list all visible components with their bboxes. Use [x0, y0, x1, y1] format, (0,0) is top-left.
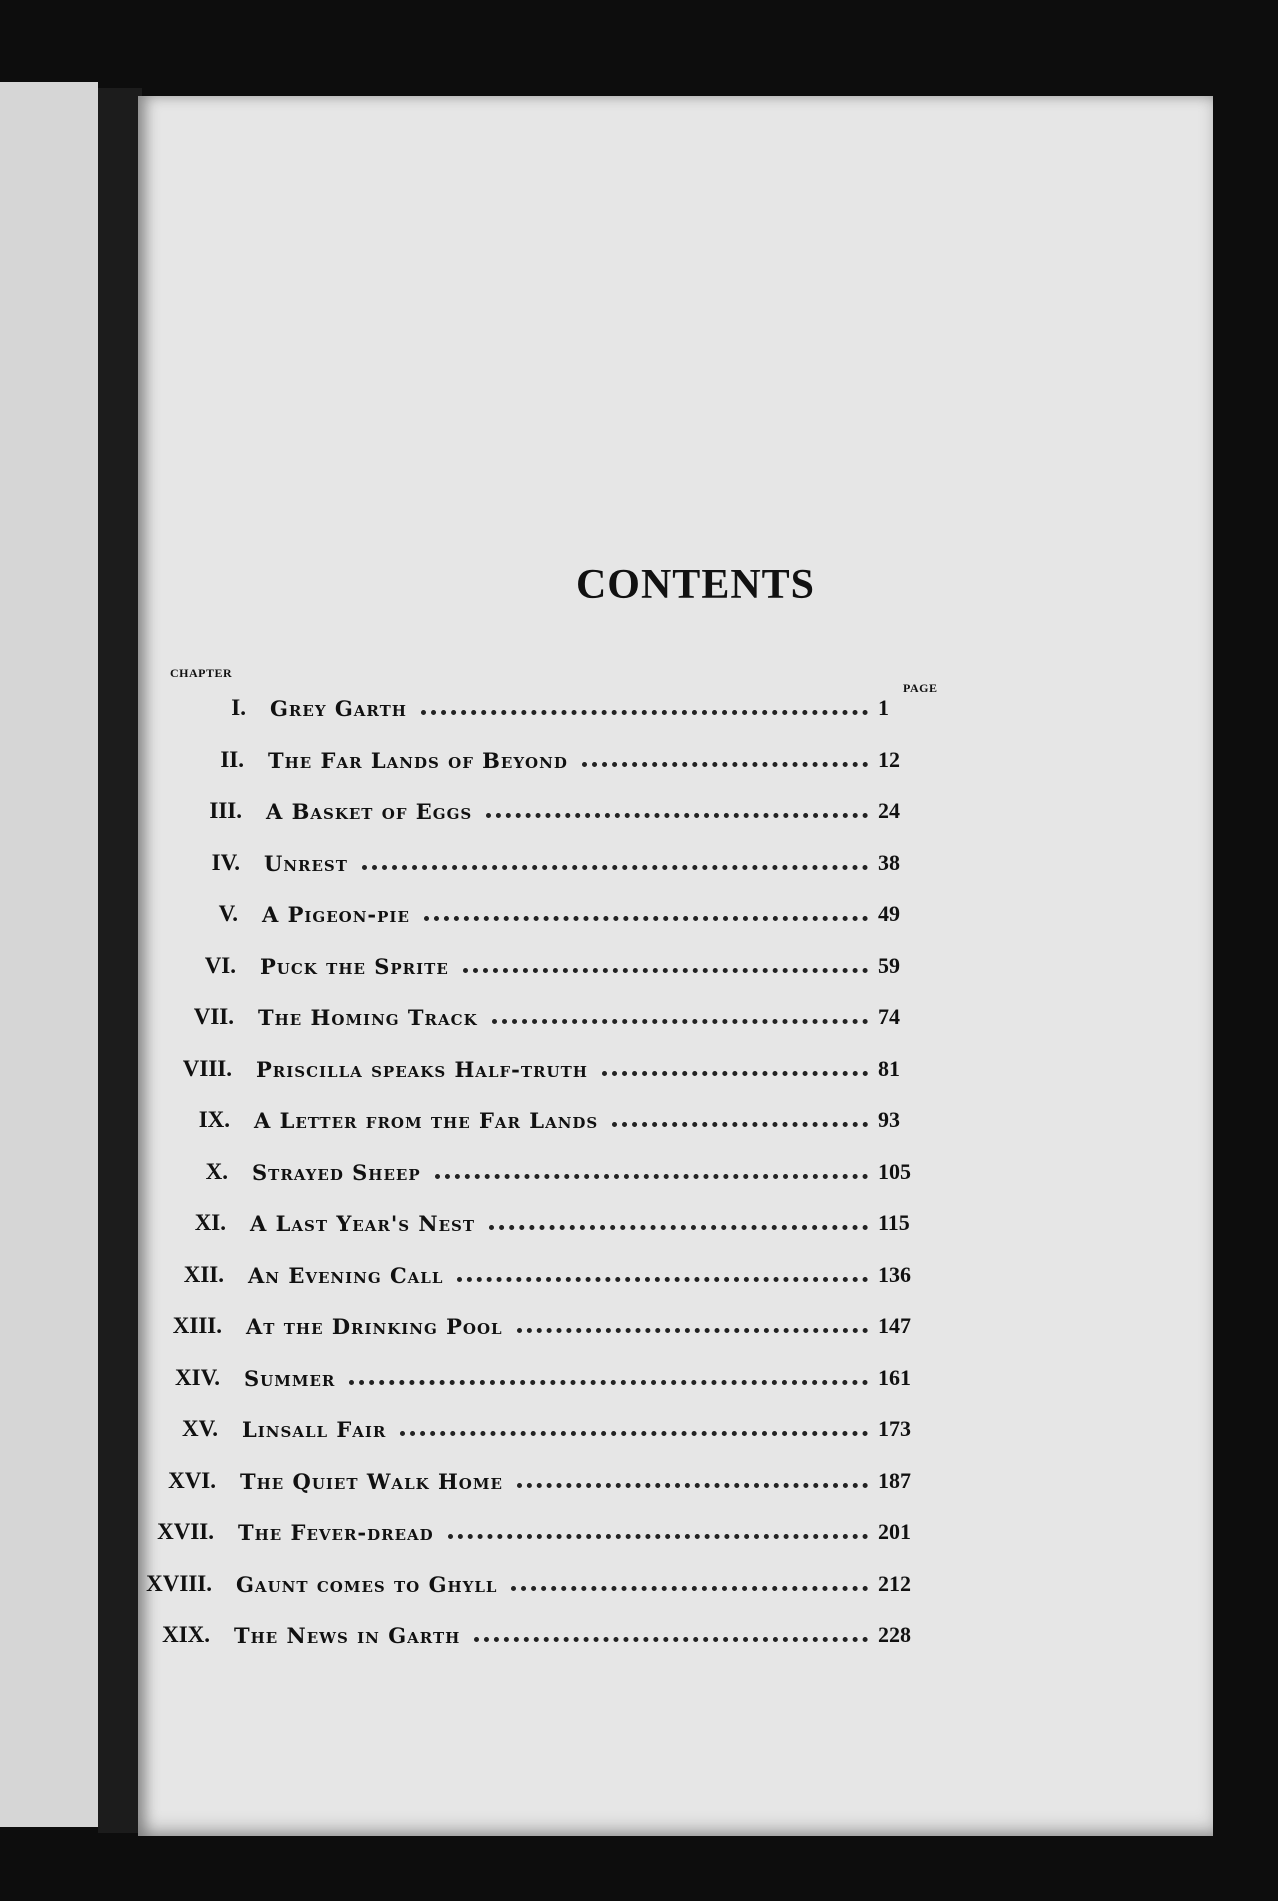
toc-entry [146, 1248, 938, 1288]
toc-entry [168, 681, 938, 721]
toc-entry [160, 887, 938, 927]
page-number: 228 [878, 1622, 911, 1647]
chapter-number: III. [209, 798, 242, 823]
dot-leader [492, 1019, 868, 1024]
chapter-title: The Fever-dread [238, 1520, 434, 1545]
page-number: 187 [878, 1467, 911, 1493]
chapter-title: At the Drinking Pool [246, 1314, 503, 1339]
page-number: 105 [878, 1158, 911, 1184]
toc-entry [148, 1196, 938, 1236]
dot-leader [517, 1328, 868, 1333]
toc-entry [150, 1145, 938, 1185]
chapter-title: The Homing Track [258, 1005, 478, 1030]
page-number: 115 [878, 1210, 910, 1235]
dot-leader [582, 762, 868, 767]
toc-entry [158, 939, 938, 979]
page-number: 74 [878, 1004, 900, 1029]
dot-leader [486, 813, 868, 818]
page-number: 1 [878, 695, 889, 720]
page-number: 59 [878, 952, 900, 978]
page-column-header: PAGE [903, 681, 938, 695]
chapter-number: XIX. [162, 1622, 210, 1647]
dot-leader [362, 865, 868, 870]
page-number: 136 [878, 1261, 911, 1287]
page-title: CONTENTS [575, 562, 816, 608]
chapter-column-header: CHAPTER [170, 666, 233, 680]
toc-entry [144, 1299, 938, 1339]
toc-entry [164, 784, 938, 824]
page-number: 212 [878, 1570, 911, 1596]
toc-entry [134, 1557, 938, 1597]
chapter-title: The Far Lands of Beyond [268, 747, 568, 773]
chapter-title: Linsall Fair [242, 1417, 387, 1442]
chapter-title: The Quiet Walk Home [240, 1468, 503, 1494]
chapter-title: Strayed Sheep [252, 1159, 421, 1185]
chapter-title: Priscilla speaks Half-truth [256, 1056, 588, 1082]
chapter-title: A Last Year's Nest [250, 1211, 476, 1236]
chapter-title: A Pigeon-pie [262, 902, 410, 927]
chapter-number: XVI. [168, 1467, 216, 1493]
page-number: 201 [878, 1519, 911, 1544]
dot-leader [435, 1174, 868, 1179]
dot-leader [517, 1483, 868, 1488]
chapter-number: VIII. [182, 1055, 232, 1081]
dot-leader [448, 1534, 868, 1539]
chapter-title: Gaunt comes to Ghyll [236, 1571, 498, 1597]
dot-leader [424, 916, 868, 921]
chapter-title: An Evening Call [248, 1262, 444, 1288]
dot-leader [400, 1431, 868, 1436]
dot-leader [511, 1586, 868, 1591]
chapter-number: XV. [181, 1416, 218, 1441]
page-number: 49 [878, 901, 900, 926]
page-number: 12 [878, 746, 900, 772]
dot-leader [602, 1071, 868, 1076]
page-number: 81 [878, 1055, 900, 1081]
page-number: 93 [878, 1107, 900, 1132]
chapter-number: VI. [204, 952, 236, 978]
toc-entry [154, 1042, 938, 1082]
toc-entry [136, 1505, 938, 1545]
chapter-number: XIII. [172, 1313, 222, 1338]
chapter-title: Summer [244, 1365, 336, 1391]
toc-entry [152, 1093, 938, 1133]
toc-entry [142, 1351, 938, 1391]
chapter-title: Grey Garth [270, 696, 407, 721]
chapter-number: II. [220, 746, 244, 772]
chapter-number: VII. [193, 1004, 234, 1029]
page-number: 161 [878, 1364, 911, 1390]
toc-entry [140, 1402, 938, 1442]
page-number: 24 [878, 798, 900, 823]
chapter-number: XVIII. [146, 1570, 212, 1596]
dot-leader [421, 710, 868, 715]
toc-entry [156, 990, 938, 1030]
chapter-title: The News in Garth [234, 1623, 461, 1648]
chapter-title: Unrest [264, 850, 348, 876]
dot-leader [474, 1637, 868, 1642]
chapter-number: IX. [198, 1107, 230, 1132]
dot-leader [463, 968, 868, 973]
chapter-number: XVII. [157, 1519, 214, 1544]
chapter-number: XI. [194, 1210, 226, 1235]
chapter-number: IV. [211, 849, 240, 875]
chapter-title: A Letter from the Far Lands [254, 1108, 599, 1133]
chapter-number: I. [231, 695, 246, 720]
page-number: 38 [878, 849, 900, 875]
page-number: 173 [878, 1416, 911, 1441]
toc-entry [166, 733, 938, 773]
chapter-title: A Basket of Eggs [266, 799, 473, 824]
contents-page [138, 96, 1213, 1836]
dot-leader [349, 1380, 868, 1385]
dot-leader [457, 1277, 868, 1282]
page-number: 147 [878, 1313, 911, 1338]
chapter-title: Puck the Sprite [260, 953, 449, 979]
dot-leader [489, 1225, 868, 1230]
chapter-number: XII. [183, 1261, 224, 1287]
chapter-number: XIV. [175, 1364, 220, 1390]
chapter-number: X. [205, 1158, 228, 1184]
toc-entry [138, 1454, 938, 1494]
left-page-edge [0, 82, 98, 1827]
toc-entry [132, 1608, 938, 1648]
toc-entry [162, 836, 938, 876]
chapter-number: V. [218, 901, 238, 926]
dot-leader [612, 1122, 868, 1127]
